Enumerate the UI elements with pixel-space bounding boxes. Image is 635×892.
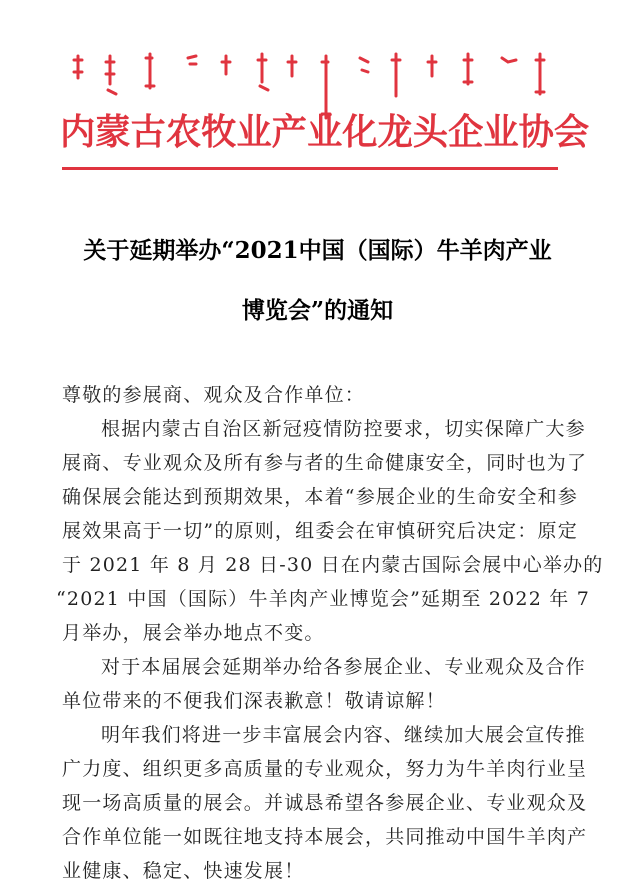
organization-name: 内蒙古农牧业产业化龙头企业协会 bbox=[60, 111, 590, 153]
paragraph-line: 月举办，展会举办地点不变。 bbox=[62, 622, 325, 644]
paragraph-line: 合作单位能一如既往地支持本展会，共同推动中国牛羊肉产 bbox=[62, 826, 588, 848]
paragraph-line: 单位带来的不便我们深表歉意！敬请谅解！ bbox=[62, 690, 446, 712]
notice-title-line-1: 关于延期举办“2021中国（国际）牛羊肉产业 bbox=[83, 237, 552, 264]
notice-title-line-2: 博览会”的通知 bbox=[241, 297, 394, 324]
paragraph-line: 展效果高于一切”的原则，组委会在审慎研究后决定：原定 bbox=[62, 520, 578, 542]
paragraph-line: 广力度、组织更多高质量的专业观众，努力为牛羊肉行业呈 bbox=[62, 758, 588, 780]
paragraph-line: 对于本届展会延期举办给各参展企业、专业观众及合作 bbox=[101, 656, 586, 678]
header-divider bbox=[62, 167, 558, 170]
paragraph-line: 确保展会能达到预期效果，本着“参展企业的生命安全和参 bbox=[62, 486, 578, 508]
paragraph-line: 根据内蒙古自治区新冠疫情防控要求，切实保障广大参 bbox=[101, 418, 586, 440]
paragraph-line: “2021 中国（国际）牛羊肉产业博览会”延期至 2022 年 7 bbox=[56, 588, 590, 610]
paragraph-line: 于 2021 年 8 月 28 日-30 日在内蒙古国际会展中心举办的 bbox=[62, 554, 604, 576]
paragraph-line: 展商、专业观众及所有参与者的生命健康安全，同时也为了 bbox=[62, 452, 588, 474]
paragraph-line: 业健康、稳定、快速发展！ bbox=[62, 860, 305, 882]
paragraph-line: 现一场高质量的展会。并诚恳希望各参展企业、专业观众及 bbox=[62, 792, 588, 814]
paragraph-line: 明年我们将进一步丰富展会内容、继续加大展会宣传推 bbox=[101, 724, 586, 746]
salutation: 尊敬的参展商、观众及合作单位： bbox=[62, 384, 366, 406]
